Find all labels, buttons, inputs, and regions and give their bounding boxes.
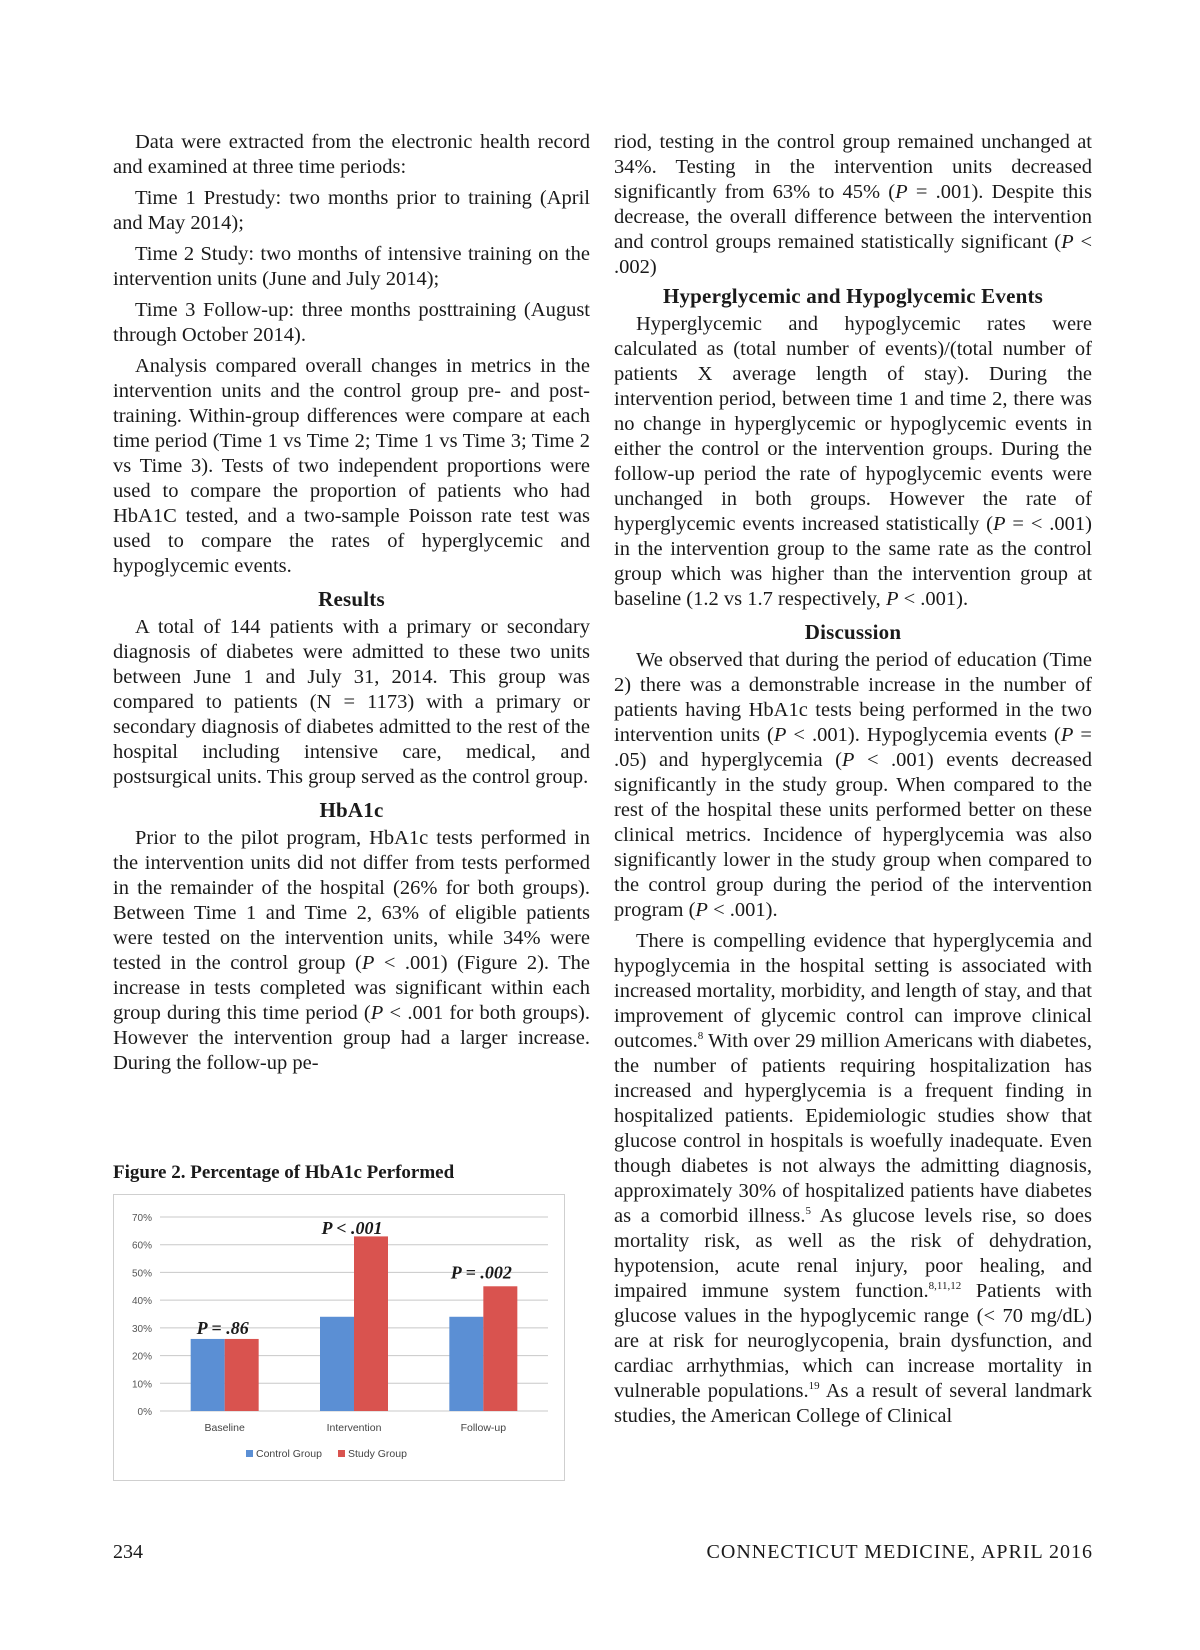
y-tick-label: 70% — [131, 1213, 152, 1224]
paragraph: riod, testing in the control group remained unchanged at 34%. Testing in the intervention units decreased significantly from 63% to 45% (P = .001). Despite this decrease, the overall difference between the intervention and control groups remained statistically significant (P < .002) — [614, 131, 1093, 278]
x-tick-label: Intervention — [326, 1422, 382, 1434]
left-column — [113, 130, 590, 1076]
legend-swatch — [246, 1450, 253, 1457]
paragraph: Analysis compared overall changes in metrics in the intervention units and the control group pre- and post-training. Within-group differences were compare at each time period (Time 1 vs Time 2; Time 1 vs Time 3; Time 2 vs Time 3). Tests of two independent proportions were used to compare the proportion of patients who had HbA1C tested, and a two-sample Poisson rate test was used to compare the rates of hyperglycemic and hypoglycemic events. — [113, 355, 590, 577]
y-tick-label: 10% — [131, 1379, 152, 1391]
p-value-annotation: P = .86 — [196, 1317, 249, 1338]
paragraph: Data were extracted from the electronic health record and examined at three time periods: — [113, 131, 590, 178]
y-tick-label: 20% — [131, 1351, 152, 1363]
y-tick-label: 60% — [131, 1240, 152, 1252]
bar-control-group — [449, 1317, 483, 1411]
y-tick-label: 30% — [131, 1323, 152, 1335]
legend-swatch — [338, 1450, 345, 1457]
bar-study-group — [483, 1286, 517, 1411]
x-tick-label: Follow-up — [460, 1422, 507, 1434]
section-heading-events: Hyperglycemic and Hypoglycemic Events — [662, 284, 1044, 308]
paragraph: A total of 144 patients with a primary or secondary diagnosis of diabetes were admitted to these two units between June 1 and July 31, 2014. This group was compared to patients (N = 1173) with a primary or secondary diagnosis of diabetes admitted to the rest of the hospital including intensive care, medical, and postsurgical units. This group served as the control group. — [113, 616, 590, 788]
legend-label: Study Group — [348, 1448, 407, 1460]
figure-caption: Figure 2. Percentage of HbA1c Performed — [113, 1162, 455, 1183]
paragraph: Time 1 Prestudy: two months prior to training (April and May 2014); — [113, 187, 590, 234]
x-tick-label: Baseline — [204, 1422, 245, 1434]
y-tick-label: 50% — [131, 1268, 152, 1280]
legend-label: Control Group — [256, 1448, 322, 1460]
paragraph: Hyperglycemic and hypoglycemic rates were calculated as (total number of events)/(total number of patients X average length of stay). During the intervention period, between time 1 and time 2, there was no change in hyperglycemic or hypoglycemic events in either the control or the intervention groups. During the follow-up period the rate of hypoglycemic events were unchanged in both groups. However the rate of hyperglycemic events increased statistically (P = < .001) in the intervention group to the same rate as the control group which was higher than the intervention group at baseline (1.2 vs 1.7 respectively, P < .001). — [614, 313, 1092, 610]
paragraph: Time 3 Follow-up: three months posttraining (August through October 2014). — [113, 299, 590, 346]
chart-frame — [113, 1194, 565, 1481]
figure-2 — [113, 1162, 566, 1481]
paragraph: Time 2 Study: two months of intensive training on the intervention units (June and July 2014); — [113, 243, 590, 290]
p-value-annotation: P = .002 — [450, 1262, 512, 1283]
paragraph: We observed that during the period of education (Time 2) there was a demonstrable increase in the number of patients having HbA1c tests being performed in the two intervention units (P < .001). Hypoglycemia events (P = .05) and hyperglycemia (P < .001) events decreased significantly in the study group. When compared to the rest of the hospital these units performed better on these clinical metrics. Incidence of hyperglycemia was also significantly lower in the study group when compared to the control group during the period of the intervention program (P < .001). — [614, 649, 1092, 921]
hba1c-bar-chart — [114, 1195, 564, 1480]
p-value-annotation: P < .001 — [321, 1218, 383, 1239]
bar-control-group — [191, 1339, 225, 1411]
section-heading-results: Results — [318, 587, 385, 611]
journal-footer: CONNECTICUT MEDICINE, APRIL 2016 — [706, 1541, 1093, 1563]
paragraph: There is compelling evidence that hyperglycemia and hypoglycemia in the hospital setting is associated with increased mortality, morbidity, and length of stay, and that improvement of glycemic control can improve clinical outcomes.$^8$ With over 29 million Americans with diabetes, the number of patients requiring hospitalization has increased and hyperglycemia is a frequent finding in hospitalized patients. Epidemiologic studies show that glucose control in hospitals is woefully inadequate. Even though diabetes is not always the admitting diagnosis, approximately 30% of hospitalized patients have diabetes as a comorbid illness.$^5$ As glucose levels rise, so does mortality risk, as well as the risk of dehydration, hypotension, acute renal injury, poor healing, and impaired immune system function.$^{8,11,12}$ Patients with glucose values in the hypoglycemic range (< 70 mg/dL) are at risk for neuroglycopenia, brain dysfunction, and cardiac arrhythmias, which can increase mortality in vulnerable populations.$^{19}$ As a result of several landmark studies, the American College of Clinical — [614, 930, 1093, 1427]
section-heading-hba1c: HbA1c — [319, 798, 384, 822]
right-column — [614, 130, 1092, 1429]
section-heading-discussion: Discussion — [804, 620, 902, 644]
page-number: 234 — [113, 1541, 143, 1563]
bar-study-group — [225, 1339, 259, 1411]
bar-study-group — [354, 1236, 388, 1411]
paragraph: Prior to the pilot program, HbA1c tests performed in the intervention units did not differ from tests performed in the remainder of the hospital (26% for both groups). Between Time 1 and Time 2, 63% of eligible patients were tested on the intervention units, while 34% were tested in the control group (P < .001) (Figure 2). The increase in tests completed was significant within each group during this time period (P < .001 for both groups). However the intervention group had a larger increase. During the follow-up pe- — [113, 827, 590, 1074]
bar-control-group — [320, 1317, 354, 1411]
y-tick-label: 0% — [137, 1407, 152, 1418]
y-tick-label: 40% — [131, 1296, 152, 1308]
